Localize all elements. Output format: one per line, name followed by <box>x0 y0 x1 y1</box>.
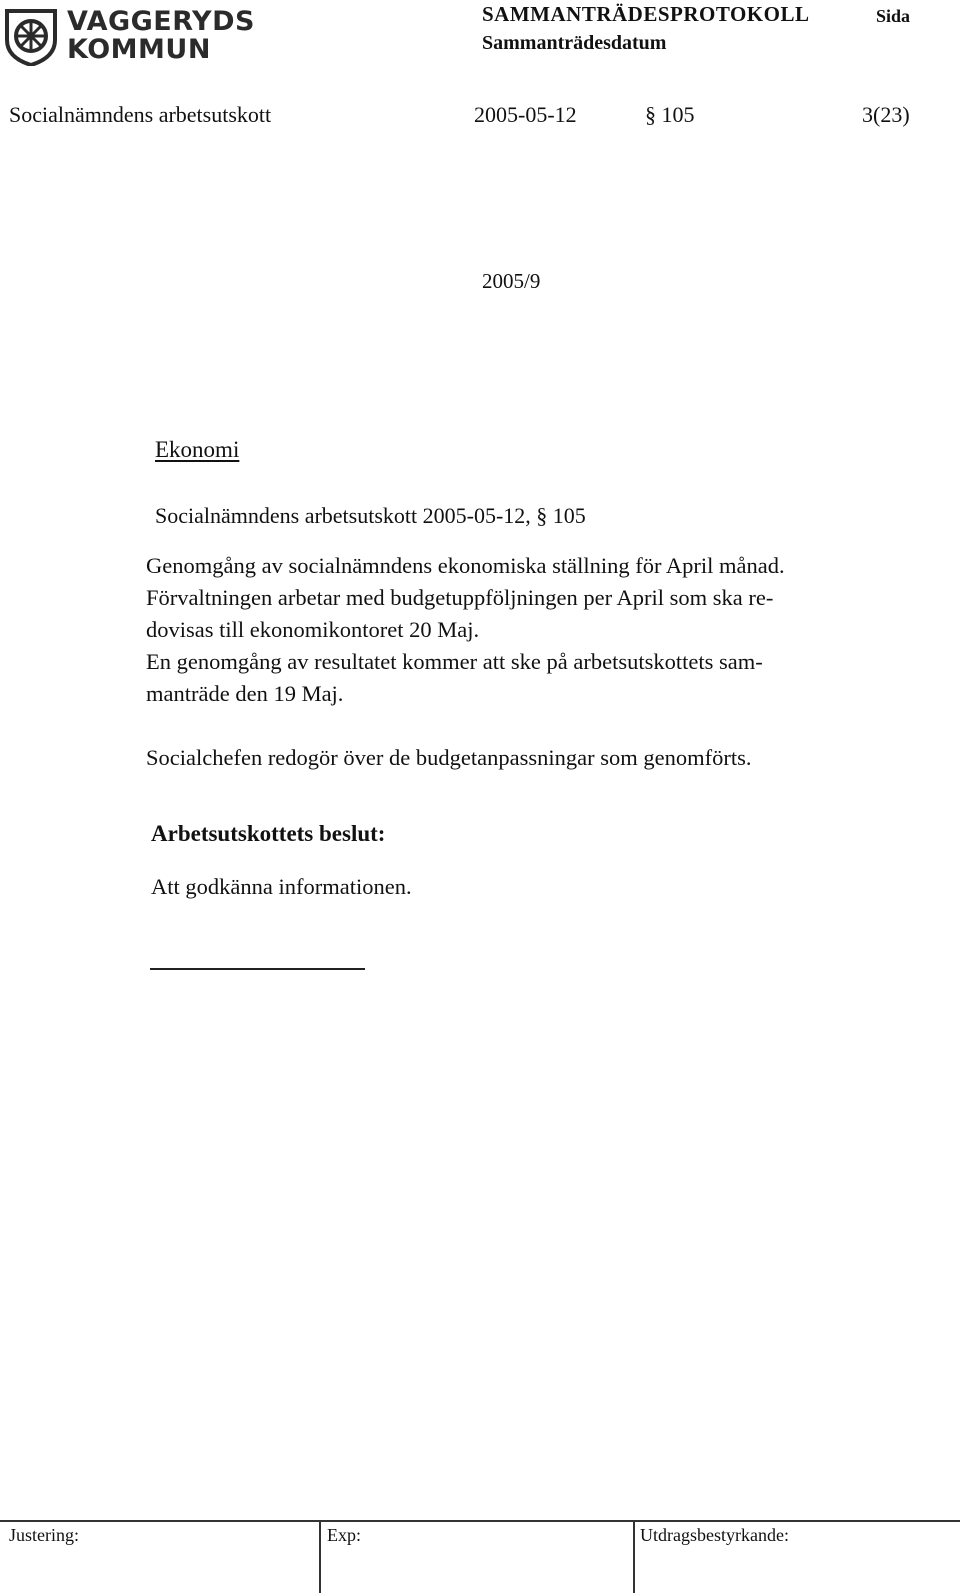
municipality-logo <box>4 6 255 68</box>
meeting-date-label: Sammanträdesdatum <box>482 32 667 54</box>
item-heading: Ekonomi <box>155 437 240 462</box>
coat-of-arms-icon <box>4 8 58 66</box>
description-line: manträde den 19 Maj. <box>146 681 344 706</box>
logo-line-1: VAGGERYDS <box>67 6 255 37</box>
item-statement: Socialchefen redogör över de budgetanpassningar som genomförts. <box>146 745 752 770</box>
page-label: Sida <box>876 6 911 26</box>
item-reference: Socialnämndens arbetsutskott 2005-05-12, § 105 <box>155 503 586 528</box>
item-description <box>146 550 926 710</box>
document-type-title: SAMMANTRÄDESPROTOKOLL <box>482 2 810 26</box>
diary-number: 2005/9 <box>482 269 541 293</box>
logo-wordmark <box>67 8 255 64</box>
decision-text: Att godkänna informationen. <box>151 874 412 899</box>
footer-divider <box>633 1521 635 1593</box>
committee-name: Socialnämndens arbetsutskott <box>9 102 272 127</box>
exp-label: Exp: <box>327 1525 361 1545</box>
description-line: Förvaltningen arbetar med budgetuppföljningen per April som ska re- <box>146 585 774 610</box>
description-line: En genomgång av resultatet kommer att ske på arbetsutskottets sam- <box>146 649 763 674</box>
logo-line-2: KOMMUN <box>67 34 211 65</box>
footer-rule <box>0 1520 960 1522</box>
description-line: dovisas till ekonomikontoret 20 Maj. <box>146 617 480 642</box>
separator-line <box>150 968 365 970</box>
page-number: 3(23) <box>862 102 910 127</box>
description-line: Genomgång av socialnämndens ekonomiska ställning för April månad. <box>146 553 785 578</box>
utdragsbestyrkande-label: Utdragsbestyrkande: <box>640 1525 789 1545</box>
justering-label: Justering: <box>9 1525 79 1545</box>
meeting-date: 2005-05-12 <box>474 102 577 127</box>
footer-divider <box>319 1521 321 1593</box>
decision-label: Arbetsutskottets beslut: <box>151 821 386 846</box>
paragraph-number: § 105 <box>645 102 695 127</box>
